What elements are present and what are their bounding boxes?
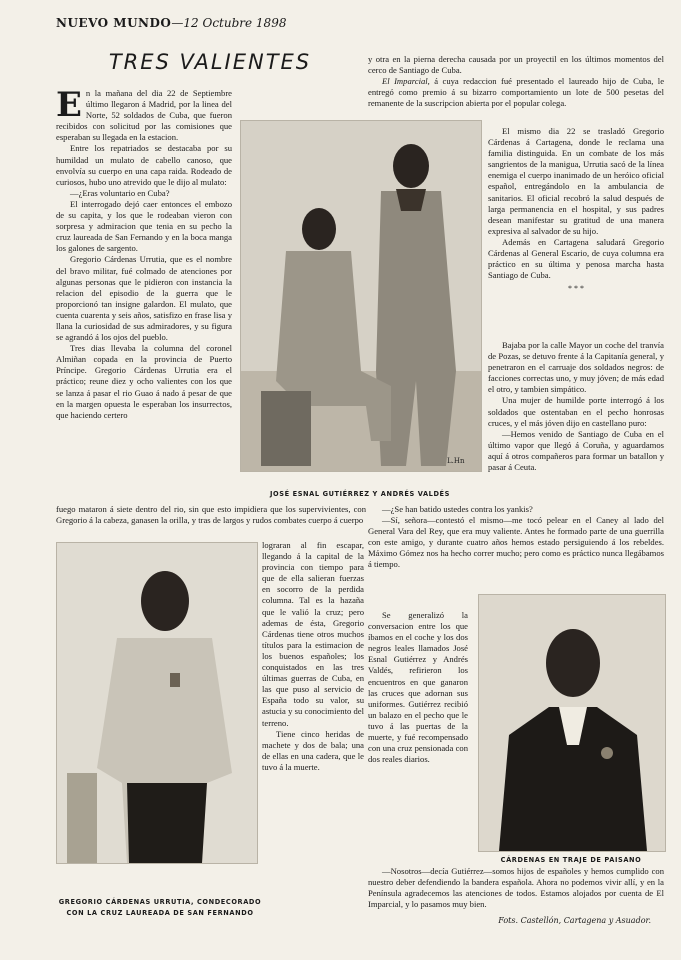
photo-credit: Fots. Castellón, Cartagena y Asuador.	[498, 916, 651, 925]
column-3-right-of-photo	[488, 126, 664, 336]
paragraph: lograran al fin escapar, llegando á la capital de la provincia con tiempo para que de ella salieran fuerzas en socorro de la perdida columna. Tal es la hazaña que le valió la cruz; pero ademas de ésta, Gregorio Cárdenas tiene otros muchos títulos para la estimacion de los buenos españoles; los conquistados en las tres últimas guerras de Cuba, en las que puso al servicio de España todo su valor, su astucia y su conocimiento del terreno.	[262, 540, 364, 728]
paragraph: Una mujer de humilde porte interrogó á los soldados que ostentaban en el pecho honrosas cruces, y el más jóven dijo en castellano puro:	[488, 395, 664, 428]
photo-two-soldiers	[240, 120, 482, 472]
left-photo-caption-line-1: GREGORIO CÁRDENAS URRUTIA, CONDECORADO	[58, 898, 262, 906]
paragraph: —Sí, señora—contestó el mismo—me tocó pelear en el Caney al lado del General Vara del Rey, que era muy valiente. Antes he formado parte de una guerrilla con este amigo, y durante cuatro años hemos estado persiguiendo á los rebeldes. Máximo Gómez nos ha hecho correr mucho; pero como es práctico nunca llegábamos á tiempo.	[368, 515, 664, 570]
page-header	[56, 16, 286, 30]
paragraph: Bajaba por la calle Mayor un coche del tranvía de Pozas, se detuvo frente á la Capitanía general, y penetraron en el carruaje dos soldados negros: de facciones correctas uno, y muy jóven; de más edad el otro, y tambien simpático.	[488, 340, 664, 395]
paragraph: fuego mataron á siete dentro del rio, sin que esto impidiera que los supervivientes, con Gregorio á la cabeza, ganasen la orilla, y tras de largos y rudos combates cuerpo á cuerpo	[56, 504, 366, 526]
magazine-name: NUEVO MUNDO	[56, 16, 172, 30]
column-3-dialogue	[368, 504, 664, 608]
paragraph: Gregorio Cárdenas Urrutia, que es el nombre del bravo militar, fué colmado de atenciones por algunas personas que le pidieron con instancia la relacion del episodio de la guerra que le proporcionó tan insigne galardon. El mulato, que cuenta cuarenta y seis años, satisfizo en frase lisa y llana la curiosidad de sus admiradores, y su figura se agrandó á los ojos del pueblo.	[56, 254, 232, 343]
article-title: TRES VALIENTES	[108, 50, 312, 74]
wide-text	[56, 504, 366, 538]
paragraph: El Imparcial, á cuya redaccion fué presentado el laureado hijo de Cuba, le entregó como premio á su bizarro comportamiento un lote de 500 pesetas del remanente de la suscripcion abierta por el popular colega.	[368, 76, 664, 109]
column-1	[56, 88, 232, 504]
paragraph: El mismo dia 22 se trasladó Gregorio Cárdenas á Cartagena, donde le reclama una familia distinguida. En un combate de los más sangrientos de la manigua, Urrutia sacó de la línea enemiga el cuerpo inanimado de un heróico oficial español, entregándolo en la ambulancia de sanitarios. El oficial recobró la salud después de larga permanencia en el hospital, y sus padres desean manifestar su gratitud de una manera expresiva al salvador de su hijo.	[488, 126, 664, 236]
paragraph: —¿Se han batido ustedes contra los yankis?	[382, 504, 533, 514]
photo-cardenas-civilian	[478, 594, 666, 852]
two-soldiers-illustration	[241, 121, 481, 471]
paragraph: Además en Cartagena saludará Gregorio Cárdenas al General Escario, de cuya columna era práctico en su última y penosa marcha hasta Santiago de Cuba.	[488, 236, 664, 281]
column-2	[262, 540, 364, 920]
section-separator: * * *	[568, 284, 584, 294]
paragraph: —Hemos venido de Santiago de Cuba en el último vapor que llegó á Coruña, y aguardamos aquí á otros compañeros para formar un batallon y pasar á Ceuta.	[488, 428, 664, 473]
column-3-middle	[488, 340, 664, 500]
paragraph: El interrogado dejó caer entonces el embozo de su capita, y los que le rodeaban vieron con sorpresa y admiracion que tenia en su pecho la cruz laureada de San Fernando y en la boca manga los galones de sargento.	[56, 198, 232, 254]
issue-date: —12 Octubre 1898	[171, 16, 287, 30]
top-photo-caption: JOSÉ ESNAL GUTIÉRREZ Y ANDRÉS VALDÉS	[269, 490, 450, 498]
right-photo-caption: CÁRDENAS EN TRAJE DE PAISANO	[500, 856, 642, 864]
column-3-lower	[368, 610, 468, 870]
paragraph: Tiene cinco heridas de machete y dos de bala; una de ellas en una cadera, que le tuvo á la muerte.	[262, 728, 364, 772]
column-3-top	[368, 54, 664, 126]
paragraph: y otra en la pierna derecha causada por un proyectil en los últimos momentos del cerco de Santiago de Cuba.	[368, 54, 664, 76]
paragraph: —¿Eras voluntario en Cuba?	[70, 187, 170, 198]
left-photo-caption-line-2: CON LA CRUZ LAUREADA DE SAN FERNANDO	[66, 909, 254, 917]
cardenas-civilian-illustration	[479, 595, 665, 851]
closing-paragraph	[368, 866, 664, 916]
paragraph: Se generalizó la conversacion entre los que íbamos en el coche y los dos negros leales llamados José Esnal Gutiérrez y Andrés Valdés, refirieron los encuentros en que ganaron las cruces que adornan sus uniformes. Gutiérrez recibió un balazo en el pecho que le tuvo á las puertas de la muerte, y fué recompensado con una cruz pensionada con dos reales diarios.	[368, 610, 468, 765]
photo-cardenas-uniform	[56, 542, 258, 864]
drop-cap: E	[56, 88, 82, 125]
paragraph: Tres dias llevaba la columna del coronel Almiñan copada en la provincia de Puerto Príncipe. Gregorio Cárdenas Urrutia era el práctico; reune diez y ocho valientes con los que se lanza á pasar el rio Guao á nado á pesar de que en la margen opuesta le esperaban los insurrectos, que haciendo certero	[56, 343, 232, 420]
photo-signature: L.Hn	[447, 457, 465, 465]
cardenas-uniform-illustration	[57, 543, 257, 863]
paragraph: En la mañana del dia 22 de Septiembre último llegaron á Madrid, por la linea del Norte, 52 soldados de Cuba, que fueron recibidos con solicitud por las comisiones que esperaban su llegada en la estacion.	[56, 88, 232, 143]
paragraph: —Nosotros—decía Gutiérrez—somos hijos de españoles y hemos cumplido con nuestro deber defendiendo la bandera española. Ahora no podemos vivir allí, y en la Península agradecemos las atenciones de todos. Estamos alojados por cuenta de El Imparcial, y lo pasamos muy bien.	[368, 866, 664, 910]
paragraph: Entre los repatriados se destacaba por su humildad un mulato de cabello canoso, que envolvía su cuerpo en una capa raida. Rodeado de curiosos, hubo uno atrevido que le dijo al mulato:	[56, 143, 232, 187]
